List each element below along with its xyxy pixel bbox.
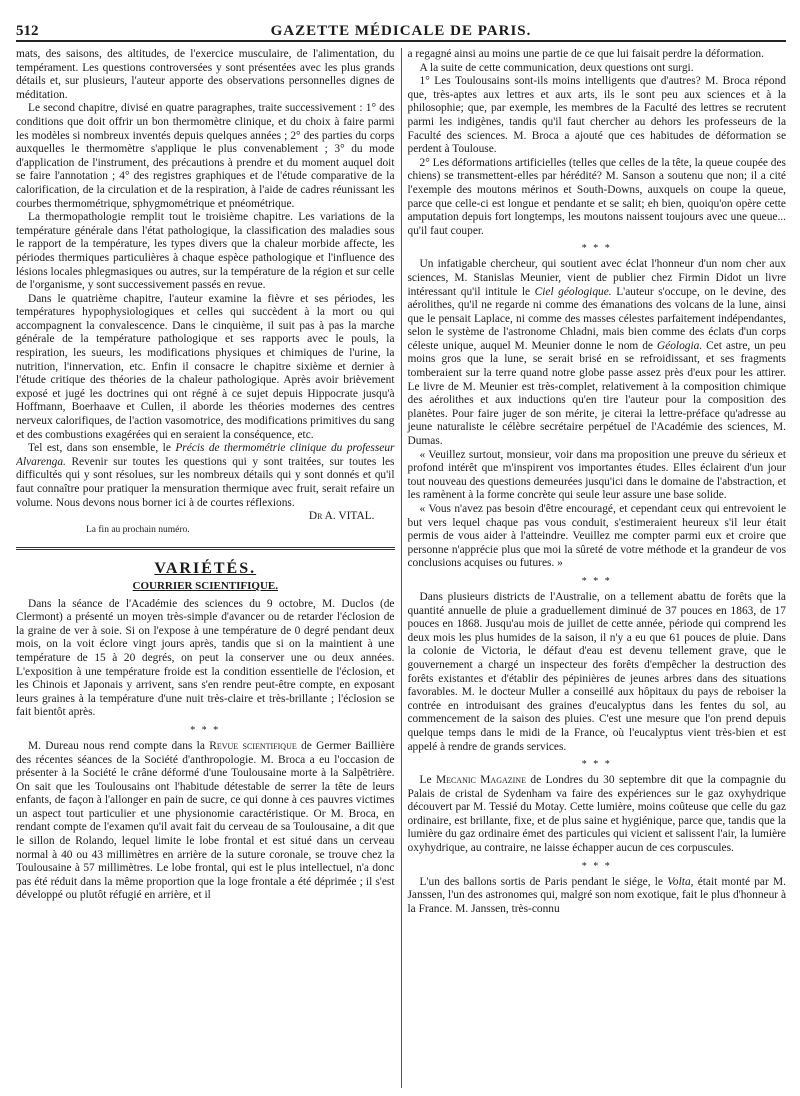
section-divider — [16, 547, 395, 550]
paragraph: Un infatigable chercheur, qui soutient avec éclat l'honneur d'un nom cher aux sciences, M. Stanislas Meunier, vient de publier chez Firmin Didot un livre intéressant qu'il intitule le Ciel géologique. L'auteur s'occupe, on le devine, des aérolithes, qu'il ne regarde ni comme des émanations des volcans de la lune, ainsi que le pensait Laplace, ni comme des masses célestes parfaitement indépendantes, selon le système de l'astronome Chladni, mais bien comme des éclats d'un corps céleste unique, auquel M. Meunier donne le nom de Géologia. Cet astre, un peu moins gros que la lune, se serait brisé en se refroidissant, et ses fragments tomberaient sur la terre quand notre globe passe assez près d'eux pour les attirer. Le livre de M. Meunier est très-complet, relativement à la composition chimique des aérolithes et aux inductions qu'en tire l'auteur pour la composition des planètes. Pour faire juger de son mérite, je citerai la lettre-préface qu'adresse au jeune naturaliste le célèbre secrétaire perpétuel de l'Académie des sciences, M. Dumas. — [407, 258, 786, 448]
asterism: * * * — [581, 860, 612, 872]
asterism: * * * — [581, 243, 612, 255]
paragraph: M. Dureau nous rend compte dans la Revue scientifique de Germer Baillière des récentes séances de la Société d'anthropologie. M. Broca a eu l'occasion de présenter à la Société le crâne déformé d'une Toulousaine morte à la Salpêtrière. On sait que les Toulousains ont l'habitude détestable de serrer la tête de leurs enfants, de façon à l'allonger en pain de sucre, ce qui donne à ces pauvres victimes un aspect tout particulier et une physionomie caractéristique. Or M. Broca, en rendant compte de l'examen qu'il avait fait du cerveau de sa Toulousaine, a dit que le sillon de Rolando, lequel limite le lobe frontal et est situé dans un cerveau normal à 40 ou 43 millimètres en arrière de la suture coronale, se trouve chez la Toulousaine à 57 millimètres. Le lobe frontal, qui est le plus intellectuel, n'a donc pas été réduit dans la même proportion que la loge frontale a été déprimée ; il s'est développé ou plutôt réfugié en arrière, et il — [16, 739, 395, 902]
paragraph: « Vous n'avez pas besoin d'être encouragé, et cependant ceux qui entrevoient le but vers lequel chaque pas vous conduit, s'estimeraient heureux s'il leur était permis de vous aider à l'atteindre. Veuillez me compter parmi eux et croire que personne n'apprécie plus que moi la sûreté de votre méthode et la grandeur de vos conclusions acquises ou futures. » — [407, 503, 786, 570]
paragraph: Le second chapitre, divisé en quatre paragraphes, traite successivement : 1° des conditions que doit offrir un bon thermomètre clinique, et du choix à faire parmi les modèles si nombreux inventés depuis quelques années ; 2° des parties du corps auxquelles le thermomètre s'applique le plus convenablement ; 3° du mode d'application de l'instrument, des précautions à prendre et du moment auquel doit se faire l'annotation ; 4° des registres graphiques et de l'étude comparative de la calorification, de la circulation et de la respiration, à l'aide de cadres réunissant les courbes thermométrique, sphygmométrique et pnéométrique. — [16, 102, 395, 210]
asterism: * * * — [581, 575, 612, 587]
newspaper-page — [16, 18, 786, 1088]
right-column — [402, 48, 787, 1088]
journal-title: GAZETTE MÉDICALE DE PARIS. — [270, 23, 532, 39]
paragraph: 1° Les Toulousains sont-ils moins intelligents que d'autres? M. Broca répond que, très-aptes aux lettres et aux arts, ils le sont peu aux sciences et à la philosophie; que, par exemple, les membres de la Faculté des lettres se recrutent parmi les indigènes, tandis qu'il faut chercher au dehors les professeurs de la Faculté des sciences. M. Broca a ajouté que ces habitudes de déformation se perdent à Toulouse. — [407, 75, 786, 156]
asterism: * * * — [581, 759, 612, 771]
paragraph: Dans le quatrième chapitre, l'auteur examine la fièvre et ses périodes, les températures hypophysiologiques et celles qui succèdent à la mort ou qui accompagnent la convalescence. Dans le cinquième, il suit pas à pas la marche générale de la température pathologique et ses rapports avec le pouls, la respiration, les sueurs, les modifications physiques et chimiques de l'urine, la nutrition, l'innervation, etc. Enfin il consacre le chapitre sixième et dernier à l'étude critique des théories de la chaleur pathologique. Après avoir brièvement exposé et jugé les doctrines qui ont régné à ce sujet depuis Hippocrate jusqu'à Hoffmann, Boerhaave et Cullen, il aborde les théories modernes des centres nerveux calorifiques, de l'action vasomotrice, des modifications primitives du sang et des combustions exagérées qui en seraient la conséquence, etc. — [16, 292, 395, 441]
columns — [16, 48, 786, 1088]
section-title: VARIÉTÉS. — [154, 560, 257, 578]
continued-note: La fin au prochain numéro. — [86, 524, 190, 535]
page-number: 512 — [16, 23, 39, 39]
paragraph: mats, des saisons, des altitudes, de l'exercice musculaire, de l'alimentation, du tempérament. Les questions controversées y sont présentées avec les plus grands détails et, sur plusieurs, l'auteur apporte des observations personnelles dignes de méditation. — [16, 48, 395, 101]
page-header — [16, 18, 786, 42]
paragraph: 2° Les déformations artificielles (telles que celles de la tête, la queue coupée des chiens) se transmettent-elles par hérédité? M. Sanson a soutenu que non; il a cité l'exemple des moutons mérinos et South-Downs, auxquels on coupe la queue, parce que celle-ci est longue et pendante et se salit; eh bien, quoiqu'on opère cette amputation depuis fort longtemps, les moutons naissent toujours avec une queue... qu'il faut couper. — [407, 156, 786, 237]
author-signature: Dr A. VITAL. — [308, 510, 375, 523]
paragraph: Tel est, dans son ensemble, le Précis de thermométrie clinique du professeur Alvarenga. Revenir sur toutes les questions qui y sont traitées, sur toutes les difficultés qui y sont résolues, sur les nombreux détails qui y sont donnés et qu'il faut connaître pour pratiquer la mensuration thermique avec fruit, serait refaire un volume. Nous devons nous borner ici à de courtes réflexions. — [16, 442, 395, 509]
paragraph: a regagné ainsi au moins une partie de ce que lui faisait perdre la déformation. — [407, 48, 764, 60]
paragraph: A la suite de cette communication, deux questions ont surgi. — [419, 61, 694, 74]
paragraph: Le Mecanic Magazine de Londres du 30 septembre dit que la compagnie du Palais de cristal de Sydenham va faire des expériences sur le gaz oxyhydrique découvert par M. Tessié du Motay. Cette lumière, moins coûteuse que celle du gaz ordinaire, est brillante, fixe, et de plus saine et hygiénique, parce que, tandis que la lumière du gaz ordinaire émet des particules qui vicient et salissent l'air, la lumière oxyhydrique, au contraire, ne laisse échapper aucun de ces corpuscules. — [407, 774, 786, 855]
asterism: * * * — [190, 724, 221, 736]
paragraph: L'un des ballons sortis de Paris pendant le siége, le Volta, était monté par M. Janssen, l'un des astronomes qui, malgré son nom exotique, fait le plus d'honneur à la France. M. Janssen, très-connu — [407, 875, 786, 915]
paragraph: La thermopathologie remplit tout le troisième chapitre. Les variations de la température générale dans l'état pathologique, la classification des maladies sous le rapport de la température, les types divers que la chaleur morbide affecte, les périodes thermiques particulières à chaque espèce pathologique et l'influence des lésions locales phlegmasiques ou autres, sur la température de la région et sur celle de l'organisme, y sont successivement passés en revue. — [16, 211, 395, 292]
section-subtitle: COURRIER SCIENTIFIQUE. — [132, 579, 278, 592]
paragraph: Dans la séance de l'Académie des sciences du 9 octobre, M. Duclos (de Clermont) a présenté un moyen très-simple d'avancer ou de retarder l'éclosion de la graine de ver à soie. Si on l'expose à une température de 0 degré pendant deux mois, on la voit éclore vingt jours après, tandis que si on la maintient à une température de 15 à 20 degrés, on peut la conserver une ou deux années. L'exposition à une température froide est la condition essentielle de l'éclosion, et les Chinois et Japonais y arrivent, sans s'en rendre peut-être compte, en exposant leurs graines à la température d'une nuit très-claire et très-brillante ; l'éclosion se fait bientôt après. — [16, 597, 395, 719]
left-column — [16, 48, 402, 1088]
paragraph: « Veuillez surtout, monsieur, voir dans ma proposition une preuve du sérieux et profond intérêt que m'inspirent vos importantes études. Elles éclairent d'un jour tout nouveau des questions demeurées jusqu'ici dans le domaine de l'abstraction, et les ramènent à la forme concrète qui seule leur assure une base solide. — [407, 448, 786, 502]
paragraph: Dans plusieurs districts de l'Australie, on a tellement abattu de forêts que la quantité annuelle de pluie a graduellement diminué de 37 pouces en 1863, de 17 pouces en 1868. Jusqu'au mois de juillet de cette année, période qui comprend les deux mois les plus humides de la saison, il n'y a eu que 61 pouces de pluie. Dans la colonie de Victoria, le défaut d'eau est devenu tellement grave, que le gouvernement a chargé un inspecteur des forêts d'empêcher la destruction des forêts existantes et d'établir des pépinières de jeunes arbres dans des situations favorables. M. le docteur Muller a conseillé aux hôpitaux du pays de reboiser la contrée en introduisant des graines d'eucalyptus dans les fentes du sol, au commencement de la saison des pluies. C'est une mesure que l'on prend depuis quelque temps dans le midi de la France, où l'eucalyptus vient très-bien et est appelé à rendre de grands services. — [407, 590, 786, 753]
